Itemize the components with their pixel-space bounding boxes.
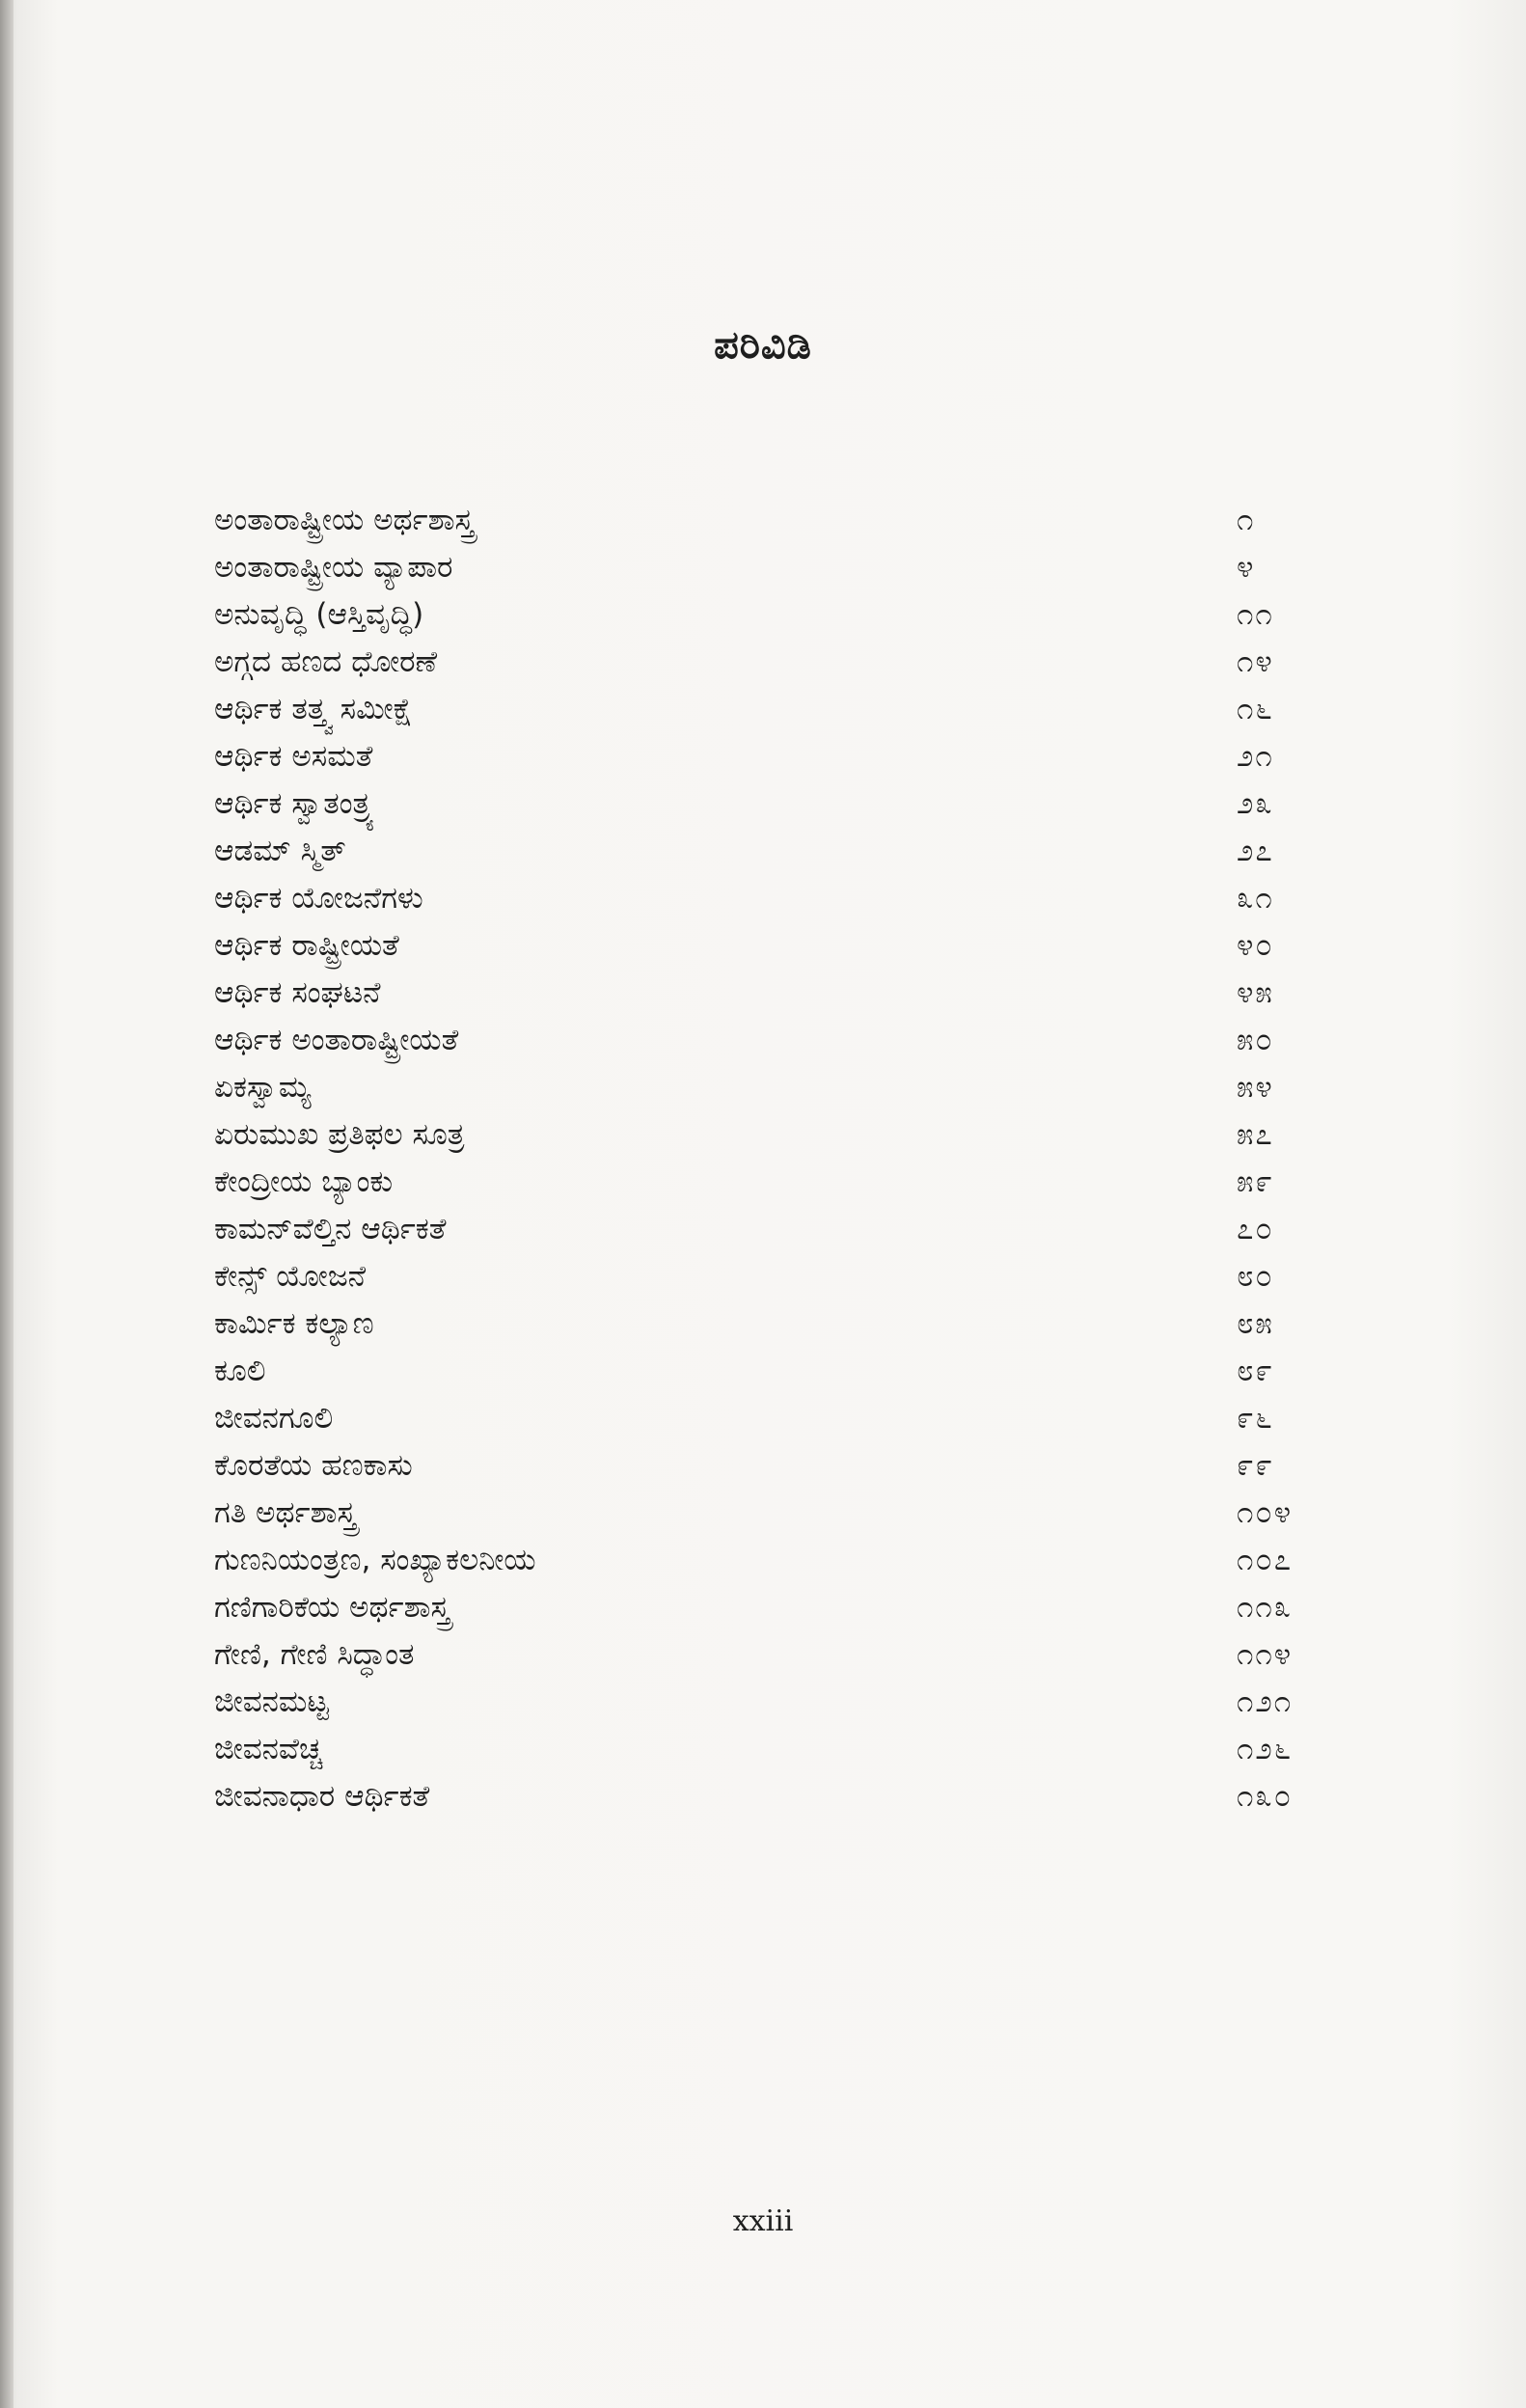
contents-entry [214, 1253, 1352, 1300]
entry-page-number: ೧೦೪ [1237, 1495, 1294, 1530]
entry-page-number: ೮೦ [1237, 1259, 1274, 1294]
contents-entry [214, 1395, 1352, 1442]
entry-page-number: ೧೬ [1237, 692, 1274, 726]
entry-title: ಅಂತಾರಾಷ್ಟ್ರೀಯ ಅರ್ಥಶಾಸ್ತ್ರ [214, 503, 475, 537]
contents-entry [214, 1726, 1352, 1773]
entry-page-number: ೯೯ [1237, 1448, 1274, 1483]
contents-entry [214, 1631, 1352, 1679]
contents-entry [214, 1064, 1352, 1111]
entry-page-number: ೮೫ [1237, 1306, 1274, 1341]
entry-page-number: ೩೧ [1237, 881, 1274, 916]
entry-title: ಅಗ್ಗದ ಹಣದ ಧೋರಣೆ [214, 644, 438, 679]
entry-title: ಅನುವೃದ್ಧಿ (ಆಸ್ತಿವೃದ್ಧಿ) [214, 597, 424, 632]
entry-page-number: ೫೪ [1237, 1070, 1274, 1105]
entry-page-number: ೪೫ [1237, 975, 1274, 1010]
contents-entry [214, 828, 1352, 875]
contents-entry [214, 544, 1352, 591]
contents-entry [214, 1537, 1352, 1584]
contents-list [214, 497, 1352, 1820]
entry-title: ಆಡಮ್ ಸ್ಮಿತ್ [214, 834, 346, 868]
contents-entry [214, 922, 1352, 970]
entry-page-number: ೭೦ [1237, 1212, 1274, 1246]
entry-title: ಜೀವನಾಧಾರ ಆರ್ಥಿಕತೆ [214, 1779, 430, 1814]
contents-entry [214, 686, 1352, 733]
entry-page-number: ೨೭ [1237, 834, 1274, 868]
entry-title: ಕೇಂದ್ರೀಯ ಬ್ಯಾಂಕು [214, 1164, 394, 1199]
entry-title: ಆರ್ಥಿಕ ಅಸಮತೆ [214, 739, 373, 774]
entry-title: ಕಾರ್ಮಿಕ ಕಲ್ಯಾಣ [214, 1306, 374, 1341]
entry-page-number: ೨೧ [1237, 739, 1274, 774]
entry-title: ಗತಿ ಅರ್ಥಶಾಸ್ತ್ರ [214, 1495, 357, 1530]
entry-page-number: ೪೦ [1237, 928, 1274, 963]
entry-title: ಏರುಮುಖ ಪ್ರತಿಫಲ ಸೂತ್ರ [214, 1117, 465, 1152]
contents-entry [214, 1442, 1352, 1490]
entry-page-number: ೧೩೦ [1237, 1779, 1294, 1814]
entry-title: ಆರ್ಥಿಕ ಅಂತಾರಾಷ್ಟ್ರೀಯತೆ [214, 1023, 459, 1057]
entry-title: ಆರ್ಥಿಕ ಸಂಘಟನೆ [214, 975, 381, 1010]
entry-title: ಗುಣನಿಯಂತ್ರಣ, ಸಂಖ್ಯಾಕಲನೀಯ [214, 1543, 536, 1577]
entry-page-number: ೫೦ [1237, 1023, 1274, 1057]
entry-page-number: ೪ [1237, 550, 1256, 585]
contents-entry [214, 1679, 1352, 1726]
contents-entry [214, 1490, 1352, 1537]
entry-page-number: ೫೯ [1237, 1164, 1274, 1199]
entry-title: ಆರ್ಥಿಕ ಸ್ವಾತಂತ್ರ್ಯ [214, 786, 375, 821]
entry-title: ಅಂತಾರಾಷ್ಟ್ರೀಯ ವ್ಯಾಪಾರ [214, 550, 453, 585]
contents-entry [214, 639, 1352, 686]
page-heading: ಪರಿವಿಡಿ [714, 323, 812, 368]
entry-page-number: ೧೧೩ [1237, 1590, 1294, 1625]
contents-entry [214, 1111, 1352, 1159]
entry-page-number: ೮೯ [1237, 1354, 1274, 1388]
contents-entry [214, 1300, 1352, 1348]
entry-title: ಆರ್ಥಿಕ ಯೋಜನೆಗಳು [214, 881, 423, 916]
entry-page-number: ೧೧೪ [1237, 1637, 1294, 1672]
entry-page-number: ೧೦೭ [1237, 1543, 1294, 1577]
contents-entry [214, 970, 1352, 1017]
entry-title: ಕೂಲಿ [214, 1354, 266, 1388]
entry-page-number: ೧೪ [1237, 644, 1274, 679]
contents-entry [214, 1206, 1352, 1253]
entry-title: ಆರ್ಥಿಕ ರಾಷ್ಟ್ರೀಯತೆ [214, 928, 399, 963]
entry-title: ಗಣಿಗಾರಿಕೆಯ ಅರ್ಥಶಾಸ್ತ್ರ [214, 1590, 450, 1625]
contents-entry [214, 875, 1352, 922]
contents-entry [214, 1017, 1352, 1064]
entry-title: ಏಕಸ್ವಾಮ್ಯ [214, 1070, 312, 1105]
entry-page-number: ೧೨೧ [1237, 1684, 1294, 1719]
contents-entry [214, 733, 1352, 780]
contents-entry [214, 591, 1352, 639]
contents-entry [214, 1159, 1352, 1206]
contents-entry [214, 1773, 1352, 1820]
contents-entry [214, 1584, 1352, 1631]
entry-title: ಕೊರತೆಯ ಹಣಕಾಸು [214, 1448, 413, 1483]
contents-entry [214, 1348, 1352, 1395]
entry-title: ಕೇನ್ಸ್ ಯೋಜನೆ [214, 1259, 367, 1294]
contents-entry [214, 497, 1352, 544]
entry-title: ಗೇಣಿ, ಗೇಣಿ ಸಿದ್ಧಾಂತ [214, 1637, 415, 1672]
entry-page-number: ೧೨೬ [1237, 1732, 1294, 1766]
entry-page-number: ೨೩ [1237, 786, 1274, 821]
page-number-footer: xxiii [732, 2204, 794, 2238]
entry-title: ಜೀವನಗೂಲಿ [214, 1401, 334, 1436]
entry-title: ಜೀವನವೆಚ್ಚ [214, 1732, 323, 1766]
entry-page-number: ೫೭ [1237, 1117, 1274, 1152]
contents-entry [214, 780, 1352, 828]
entry-title: ಕಾಮನ್‌ವೆಲ್ತಿನ ಆರ್ಥಿಕತೆ [214, 1212, 447, 1246]
entry-page-number: ೧ [1237, 503, 1256, 537]
entry-page-number: ೧೧ [1237, 597, 1274, 632]
entry-title: ಆರ್ಥಿಕ ತತ್ತ್ವ ಸಮೀಕ್ಷೆ [214, 692, 413, 726]
entry-title: ಜೀವನಮಟ್ಟ [214, 1684, 329, 1719]
entry-page-number: ೯೬ [1237, 1401, 1274, 1436]
